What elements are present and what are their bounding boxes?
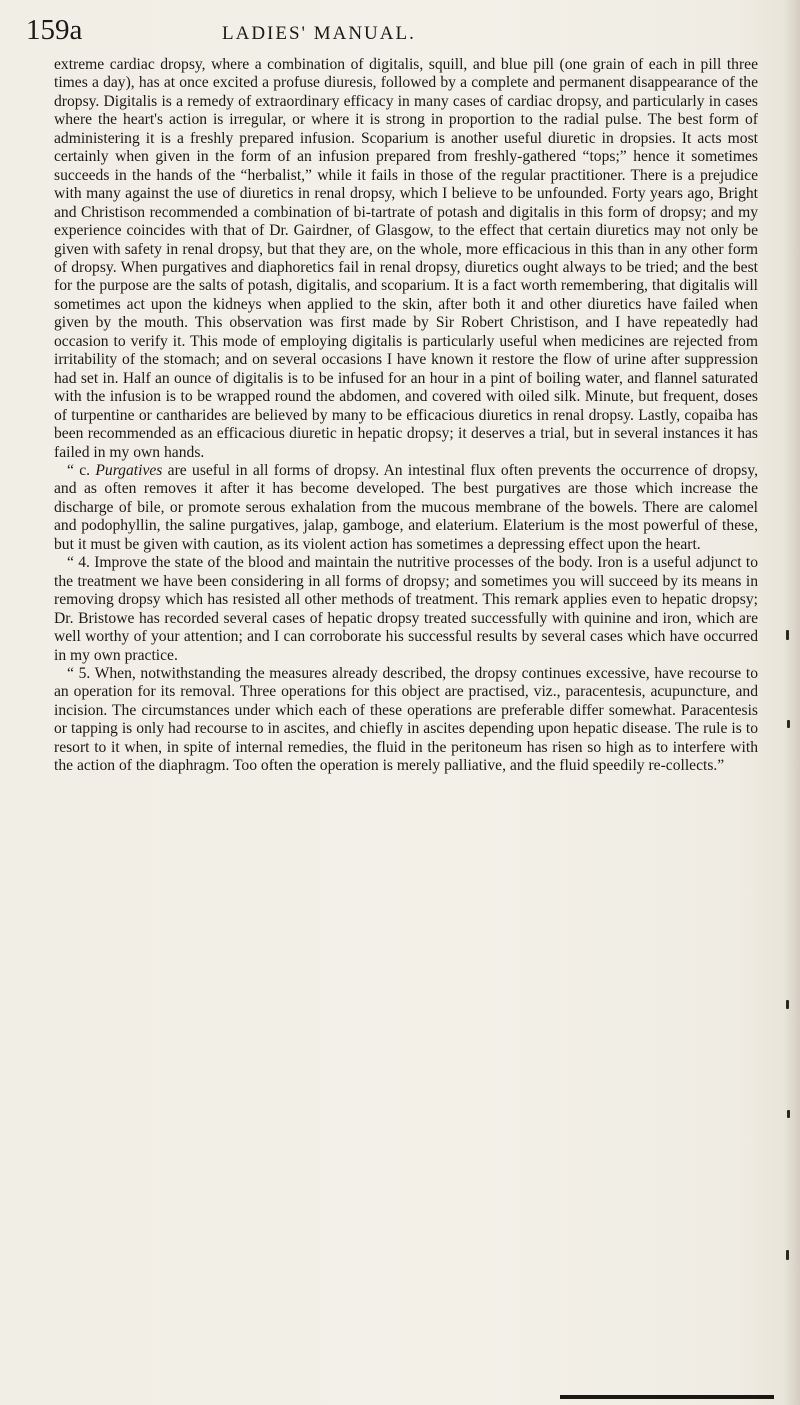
paragraph-diuretics: extreme cardiac dropsy, where a combination of digitalis, squill, and blue pill (one grain of each in pill three times a day), has at once excited a profuse diuresis, followed by a complete and permanent disappearance of the dropsy. Digitalis is a remedy of extraordinary efficacy in many cases of cardiac dropsy, and particularly in cases where the heart's action is irregular, or where it is strong in proportion to the radial pulse. The best form of administering it is a freshly prepared infusion. Scoparium is another useful diuretic in dropsies. It acts most certainly when given in the form of an infusion prepared from freshly-gathered “tops;” hence it sometimes succeeds in the hands of the “herbalist,” while it fails in those of the regular practitioner. There is a prejudice with many against the use of diuretics in renal dropsy, which I believe to be unfounded. Forty years ago, Bright and Christison recommended a combination of bi-tartrate of potash and digitalis in this form of dropsy; and my experience coincides with that of Dr. Gairdner, of Glasgow, to the effect that certain diuretics may not only be given with safety in renal dropsy, but that they are, on the whole, more efficacious in this than in any other form of dropsy. When purgatives and diaphoretics fail in renal dropsy, diuretics ought always to be tried; and the best for the purpose are the salts of potash, digitalis, and scoparium. It is a fact worth remembering, that digitalis will sometimes act upon the kidneys when applied to the skin, after both it and other diuretics have failed when given by the mouth. This observation was first made by Sir Robert Christison, and I have repeatedly had occasion to verify it. This mode of employing digitalis is particularly useful when medicines are rejected from irritability of the stomach; and on several occasions I have known it restore the flow of urine after suppression had set in. Half an ounce of digitalis is to be infused for an hour in a pint of boiling water, and flannel saturated with the infusion is to be wrapped round the abdomen, and covered with oiled silk. Minute, but frequent, doses of turpentine or cantharides are believed by many to be efficacious diuretics in renal dropsy. Lastly, copaiba has been recommended as an efficacious diuretic in hepatic dropsy; it deserves a trial, but in several instances it has failed in my own hands. (54, 56, 758, 461)
paragraph-operations: “ 5. When, notwithstanding the measures already described, the dropsy continues excessive, have recourse to an operation for its removal. Three operations for this object are practised, viz., paracentesis, acupuncture, and incision. The circumstances under which each of these operations are preferable differ somewhat. Paracentesis or tapping is only had recourse to in ascites, and chiefly in ascites depending upon hepatic disease. The rule is to resort to it when, in spite of internal remedies, the fluid in the peritoneum has risen so high as to interfere with the action of the diaphragm. Too often the operation is merely palliative, and the fluid speedily re-collects.” (54, 664, 758, 775)
edge-mark (786, 630, 789, 640)
edge-mark (786, 1250, 789, 1260)
body-text (54, 56, 758, 776)
paragraph-blood-nutrition: “ 4. Improve the state of the blood and maintain the nutritive processes of the body. Iron is a useful adjunct to the treatment we have been considering in all forms of dropsy; and sometimes you will succeed by its means in removing dropsy which has resisted all other methods of treatment. This remark applies even to hepatic dropsy; Dr. Bristowe has recorded several cases of hepatic dropsy treated successfully with quinine and iron, which are well worthy of your attention; and I can corroborate his successful results by several cases which have occurred in my own practice. (54, 554, 758, 664)
italic-term: Purgatives (95, 461, 163, 479)
paragraph-purgatives: “ c. Purgatives are useful in all forms of dropsy. An intestinal flux often prevents the occurrence of dropsy, and as often removes it after it has become developed. The best purgatives are those which increase the discharge of bile, or promote serous exhalation from the mucous membrane of the bowels. There are calomel and podophyllin, the saline purgatives, jalap, gamboge, and elaterium. Elaterium is the most powerful of these, but it must be given with caution, as its violent action has sometimes a depressing effect upon the heart. (54, 461, 759, 553)
edge-mark (786, 1000, 789, 1009)
edge-mark (787, 720, 790, 728)
page-edge-shadow (784, 0, 800, 1405)
edge-mark (787, 1110, 790, 1118)
page-number: 159a (26, 14, 83, 46)
bottom-edge-rule (560, 1395, 774, 1399)
running-head: LADIES' MANUAL. (222, 23, 416, 44)
page-header (26, 10, 746, 54)
